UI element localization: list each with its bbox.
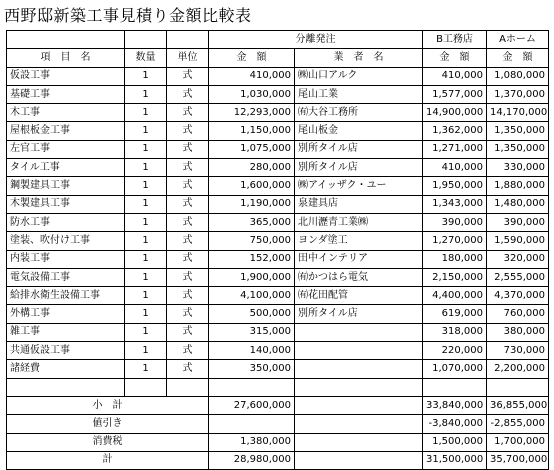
item-a-amount: 1,480,000 bbox=[487, 195, 549, 213]
item-a-amount: 2,555,000 bbox=[487, 268, 549, 286]
item-unit: 式 bbox=[167, 213, 209, 231]
item-vendor: ㈲大谷工務所 bbox=[295, 104, 423, 122]
item-a-amount: 1,590,000 bbox=[487, 232, 549, 250]
item-name: 基礎工事 bbox=[7, 85, 125, 103]
item-name: 外構工事 bbox=[7, 305, 125, 323]
total-amount: 28,980,000 bbox=[209, 451, 295, 469]
discount-row bbox=[7, 415, 549, 433]
discount-amount bbox=[209, 415, 295, 433]
item-quantity: 1 bbox=[125, 177, 167, 195]
item-a-amount: 1,350,000 bbox=[487, 122, 549, 140]
item-name: 木製建具工事 bbox=[7, 195, 125, 213]
item-quantity: 1 bbox=[125, 213, 167, 231]
item-unit: 式 bbox=[167, 360, 209, 378]
table-row bbox=[7, 140, 549, 158]
table-row bbox=[7, 305, 549, 323]
item-unit: 式 bbox=[167, 232, 209, 250]
item-amount: 410,000 bbox=[209, 67, 295, 85]
item-vendor: 田中インテリア bbox=[295, 250, 423, 268]
item-name: 雑工事 bbox=[7, 323, 125, 341]
table-row bbox=[7, 250, 549, 268]
item-name: 木工事 bbox=[7, 104, 125, 122]
item-quantity: 1 bbox=[125, 250, 167, 268]
item-quantity: 1 bbox=[125, 342, 167, 360]
table-row bbox=[7, 67, 549, 85]
item-b-amount: 318,000 bbox=[423, 323, 487, 341]
item-b-amount: 410,000 bbox=[423, 67, 487, 85]
item-quantity: 1 bbox=[125, 360, 167, 378]
item-a-amount: 380,000 bbox=[487, 323, 549, 341]
item-vendor: ㈱アイッザク・ユー bbox=[295, 177, 423, 195]
table-row bbox=[7, 323, 549, 341]
item-a-amount: 1,880,000 bbox=[487, 177, 549, 195]
item-b-amount: 14,900,000 bbox=[423, 104, 487, 122]
item-name: 仮設工事 bbox=[7, 67, 125, 85]
item-b-amount: 4,400,000 bbox=[423, 287, 487, 305]
subtotal-a-amount: 36,855,000 bbox=[487, 396, 549, 414]
item-b-amount: 220,000 bbox=[423, 342, 487, 360]
header-group-b-builder: B工務店 bbox=[423, 31, 487, 49]
item-amount: 315,000 bbox=[209, 323, 295, 341]
tax-amount: 1,380,000 bbox=[209, 433, 295, 451]
item-vendor: 北川瀝青工業㈱ bbox=[295, 213, 423, 231]
item-amount: 1,075,000 bbox=[209, 140, 295, 158]
item-a-amount: 1,370,000 bbox=[487, 85, 549, 103]
item-unit: 式 bbox=[167, 140, 209, 158]
item-a-amount: 730,000 bbox=[487, 342, 549, 360]
subtotal-label: 小 計 bbox=[7, 396, 209, 414]
item-name: 電気設備工事 bbox=[7, 268, 125, 286]
item-amount: 750,000 bbox=[209, 232, 295, 250]
item-b-amount: 1,577,000 bbox=[423, 85, 487, 103]
item-b-amount: 1,270,000 bbox=[423, 232, 487, 250]
item-unit: 式 bbox=[167, 323, 209, 341]
item-b-amount: 1,950,000 bbox=[423, 177, 487, 195]
subtotal-vendor-cell bbox=[295, 396, 423, 414]
item-quantity: 1 bbox=[125, 323, 167, 341]
item-unit: 式 bbox=[167, 268, 209, 286]
item-vendor: ㈲花田配管 bbox=[295, 287, 423, 305]
subtotal-row bbox=[7, 396, 549, 414]
item-amount: 4,100,000 bbox=[209, 287, 295, 305]
item-quantity: 1 bbox=[125, 104, 167, 122]
item-unit: 式 bbox=[167, 85, 209, 103]
item-quantity: 1 bbox=[125, 67, 167, 85]
tax-b-amount: 1,500,000 bbox=[423, 433, 487, 451]
item-amount: 1,900,000 bbox=[209, 268, 295, 286]
item-name: 共通仮設工事 bbox=[7, 342, 125, 360]
header-blank-cell bbox=[125, 31, 167, 49]
table-row bbox=[7, 213, 549, 231]
item-b-amount: 180,000 bbox=[423, 250, 487, 268]
item-a-amount: 1,350,000 bbox=[487, 140, 549, 158]
item-name: 鋼製建具工事 bbox=[7, 177, 125, 195]
table-row bbox=[7, 104, 549, 122]
item-a-amount: 320,000 bbox=[487, 250, 549, 268]
item-a-amount: 760,000 bbox=[487, 305, 549, 323]
subtotal-b-amount: 33,840,000 bbox=[423, 396, 487, 414]
item-b-amount: 410,000 bbox=[423, 159, 487, 177]
item-name: 左官工事 bbox=[7, 140, 125, 158]
item-amount: 1,150,000 bbox=[209, 122, 295, 140]
item-quantity: 1 bbox=[125, 232, 167, 250]
item-vendor: 尾山工業 bbox=[295, 85, 423, 103]
table-row bbox=[7, 360, 549, 378]
table-row bbox=[7, 342, 549, 360]
item-a-amount: 14,170,000 bbox=[487, 104, 549, 122]
item-b-amount: 2,150,000 bbox=[423, 268, 487, 286]
header-item-name: 項 目 名 bbox=[7, 49, 125, 67]
item-quantity: 1 bbox=[125, 195, 167, 213]
item-amount: 1,190,000 bbox=[209, 195, 295, 213]
item-name: 塗装、吹付け工事 bbox=[7, 232, 125, 250]
header-column-row bbox=[7, 49, 549, 67]
header-blank-cell bbox=[7, 31, 125, 49]
header-group-separate-order: 分離発注 bbox=[209, 31, 423, 49]
item-amount: 350,000 bbox=[209, 360, 295, 378]
item-a-amount: 1,080,000 bbox=[487, 67, 549, 85]
table-row bbox=[7, 85, 549, 103]
item-name: 屋根板金工事 bbox=[7, 122, 125, 140]
header-blank-cell bbox=[167, 31, 209, 49]
item-vendor bbox=[295, 342, 423, 360]
item-quantity: 1 bbox=[125, 305, 167, 323]
table-row bbox=[7, 159, 549, 177]
item-vendor: ㈲かつはら電気 bbox=[295, 268, 423, 286]
discount-a-amount: -2,855,000 bbox=[487, 415, 549, 433]
item-unit: 式 bbox=[167, 159, 209, 177]
item-b-amount: 1,362,000 bbox=[423, 122, 487, 140]
item-vendor: 尾山板金 bbox=[295, 122, 423, 140]
item-vendor: ㈱山口アルク bbox=[295, 67, 423, 85]
item-amount: 500,000 bbox=[209, 305, 295, 323]
total-vendor-cell bbox=[295, 451, 423, 469]
header-unit: 単位 bbox=[167, 49, 209, 67]
item-vendor: 泉建具店 bbox=[295, 195, 423, 213]
table-row bbox=[7, 268, 549, 286]
discount-vendor-cell bbox=[295, 415, 423, 433]
item-vendor: 別所タイル店 bbox=[295, 140, 423, 158]
item-unit: 式 bbox=[167, 195, 209, 213]
table-row bbox=[7, 232, 549, 250]
table-row bbox=[7, 177, 549, 195]
item-a-amount: 330,000 bbox=[487, 159, 549, 177]
item-a-amount: 390,000 bbox=[487, 213, 549, 231]
header-quantity: 数量 bbox=[125, 49, 167, 67]
item-amount: 140,000 bbox=[209, 342, 295, 360]
item-quantity: 1 bbox=[125, 140, 167, 158]
header-group-a-home: Aホーム bbox=[487, 31, 549, 49]
item-unit: 式 bbox=[167, 250, 209, 268]
item-amount: 365,000 bbox=[209, 213, 295, 231]
item-unit: 式 bbox=[167, 104, 209, 122]
item-amount: 152,000 bbox=[209, 250, 295, 268]
item-unit: 式 bbox=[167, 305, 209, 323]
tax-a-amount: 1,700,000 bbox=[487, 433, 549, 451]
item-amount: 1,030,000 bbox=[209, 85, 295, 103]
item-name: 諸経費 bbox=[7, 360, 125, 378]
table-row bbox=[7, 287, 549, 305]
item-quantity: 1 bbox=[125, 159, 167, 177]
item-name: 内装工事 bbox=[7, 250, 125, 268]
item-vendor: 別所タイル店 bbox=[295, 305, 423, 323]
item-unit: 式 bbox=[167, 67, 209, 85]
header-b-amount: 金 額 bbox=[423, 49, 487, 67]
item-quantity: 1 bbox=[125, 122, 167, 140]
item-amount: 1,600,000 bbox=[209, 177, 295, 195]
item-vendor bbox=[295, 323, 423, 341]
item-amount: 280,000 bbox=[209, 159, 295, 177]
header-vendor: 業 者 名 bbox=[295, 49, 423, 67]
item-unit: 式 bbox=[167, 177, 209, 195]
total-row bbox=[7, 451, 549, 469]
subtotal-amount: 27,600,000 bbox=[209, 396, 295, 414]
tax-label: 消費税 bbox=[7, 433, 209, 451]
item-quantity: 1 bbox=[125, 268, 167, 286]
tax-vendor-cell bbox=[295, 433, 423, 451]
table-row bbox=[7, 195, 549, 213]
item-vendor: ヨンダ塗工 bbox=[295, 232, 423, 250]
spacer-row bbox=[7, 378, 549, 396]
header-a-amount: 金 額 bbox=[487, 49, 549, 67]
total-b-amount: 31,500,000 bbox=[423, 451, 487, 469]
item-unit: 式 bbox=[167, 342, 209, 360]
item-vendor: 別所タイル店 bbox=[295, 159, 423, 177]
total-label: 計 bbox=[7, 451, 209, 469]
discount-b-amount: -3,840,000 bbox=[423, 415, 487, 433]
discount-label: 値引き bbox=[7, 415, 209, 433]
item-quantity: 1 bbox=[125, 287, 167, 305]
item-unit: 式 bbox=[167, 287, 209, 305]
item-b-amount: 1,070,000 bbox=[423, 360, 487, 378]
item-amount: 12,293,000 bbox=[209, 104, 295, 122]
item-unit: 式 bbox=[167, 122, 209, 140]
item-vendor bbox=[295, 360, 423, 378]
estimate-comparison-table bbox=[6, 30, 549, 470]
item-b-amount: 1,271,000 bbox=[423, 140, 487, 158]
total-a-amount: 35,700,000 bbox=[487, 451, 549, 469]
item-b-amount: 390,000 bbox=[423, 213, 487, 231]
item-b-amount: 619,000 bbox=[423, 305, 487, 323]
item-quantity: 1 bbox=[125, 85, 167, 103]
page-title: 西野邸新築工事見積り金額比較表 bbox=[4, 6, 252, 25]
table-row bbox=[7, 122, 549, 140]
item-a-amount: 4,370,000 bbox=[487, 287, 549, 305]
item-b-amount: 1,343,000 bbox=[423, 195, 487, 213]
item-name: 防水工事 bbox=[7, 213, 125, 231]
item-name: タイル工事 bbox=[7, 159, 125, 177]
item-a-amount: 2,200,000 bbox=[487, 360, 549, 378]
tax-row bbox=[7, 433, 549, 451]
header-amount: 金 額 bbox=[209, 49, 295, 67]
item-name: 給排水衛生設備工事 bbox=[7, 287, 125, 305]
header-group-row bbox=[7, 31, 549, 49]
